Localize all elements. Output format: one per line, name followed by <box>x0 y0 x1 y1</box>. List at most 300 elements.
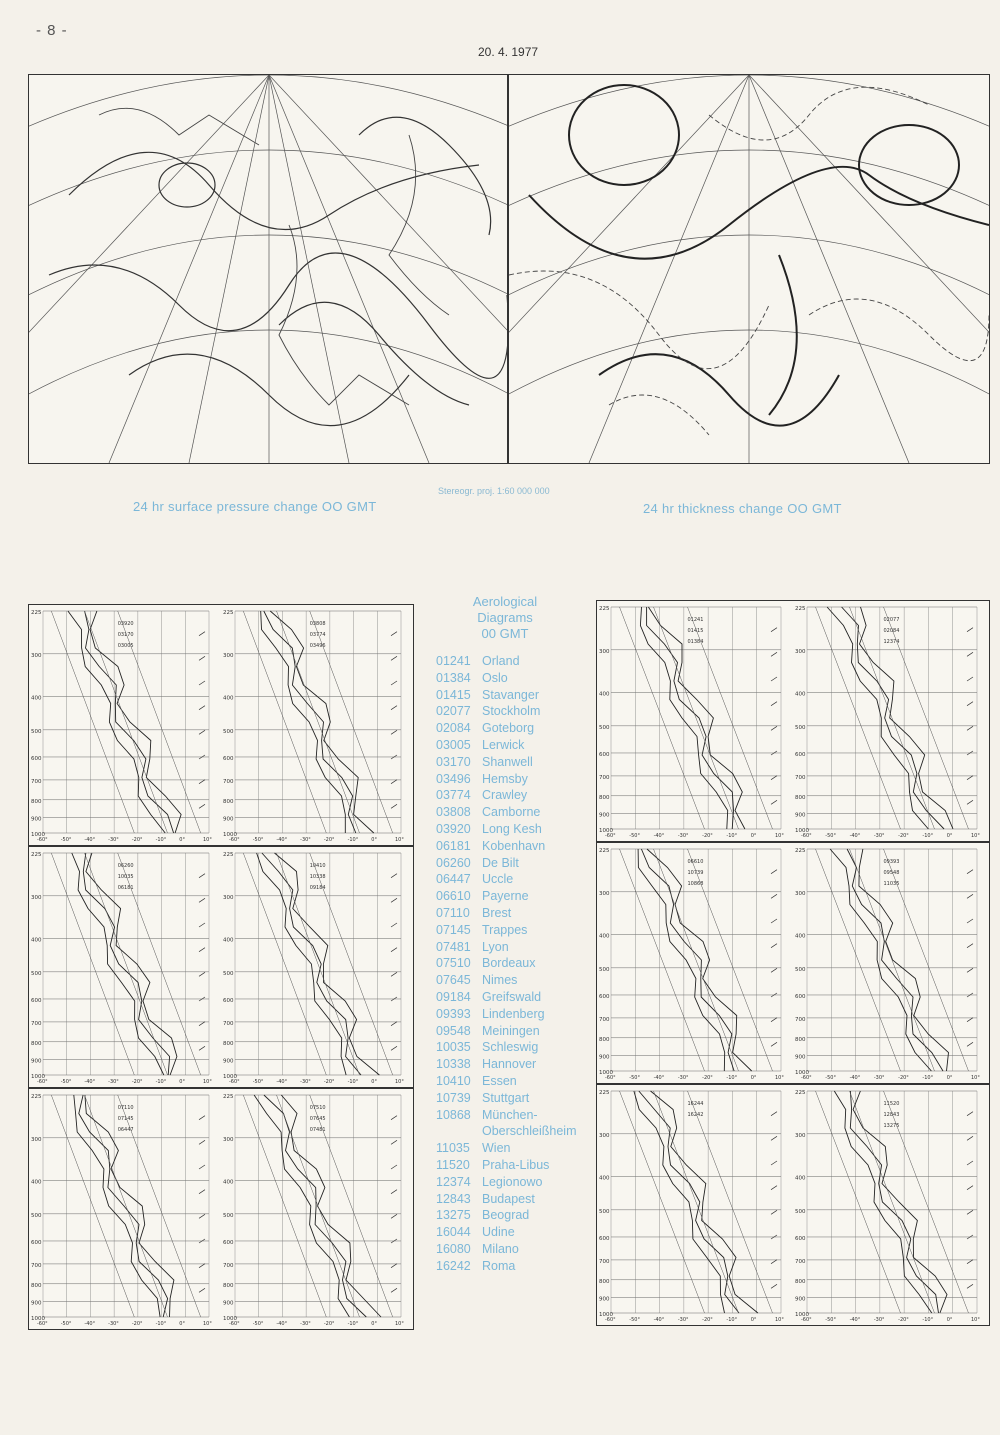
station-name: Meiningen <box>482 1023 540 1038</box>
wind-barb <box>771 1186 777 1190</box>
temperature-tick-label: -60° <box>801 1075 812 1081</box>
wind-barb <box>967 1112 973 1116</box>
pressure-tick-label: 500 <box>31 970 42 977</box>
pressure-tick-label: 900 <box>223 1300 234 1307</box>
diagram-drawing <box>29 847 413 1087</box>
temperature-tick-label: -20° <box>131 837 143 843</box>
station-name: Orland <box>482 654 520 668</box>
wind-barb <box>967 702 973 706</box>
diagram-station-label: 10338 <box>309 874 326 880</box>
wind-barb <box>967 1284 973 1288</box>
pressure-tick-label: 700 <box>223 1020 234 1027</box>
wind-barb <box>199 948 205 952</box>
pressure-tick-label: 900 <box>599 812 610 819</box>
station-row <box>436 922 596 939</box>
pressure-tick-label: 1000 <box>223 1316 237 1322</box>
temperature-tick-label: 10° <box>775 1317 784 1323</box>
temperature-tick-label: 10° <box>203 1321 212 1327</box>
station-name: Budapest <box>482 1191 535 1206</box>
wind-barb <box>391 1116 397 1120</box>
pressure-tick-label: 300 <box>795 890 806 897</box>
station-id: 10035 <box>436 1040 471 1055</box>
pressure-tick-label: 800 <box>31 798 42 805</box>
station-row <box>436 804 596 821</box>
wind-barb <box>199 1046 205 1050</box>
temperature-tick-label: -40° <box>653 833 665 839</box>
station-row <box>436 1258 596 1275</box>
diagram-station-label: 03920 <box>117 621 134 627</box>
wind-barb <box>199 1264 205 1268</box>
diagram-station-label: 03005 <box>117 643 134 649</box>
pressure-tick-label: 900 <box>795 812 806 819</box>
wind-barb <box>967 870 973 874</box>
wind-barb <box>771 1210 777 1214</box>
pressure-tick-label: 225 <box>223 1094 234 1100</box>
temperature-tick-label: 10° <box>203 1079 212 1085</box>
temperature-tick-label: -10° <box>155 1321 167 1327</box>
pressure-tick-label: 700 <box>223 778 234 785</box>
wind-barb <box>771 800 777 804</box>
temperature-tick-label: -20° <box>898 833 909 839</box>
station-name: Lindenberg <box>482 1006 545 1021</box>
pressure-tick-label: 500 <box>795 966 806 973</box>
temperature-tick-label: -60° <box>605 1317 616 1323</box>
wind-barb <box>967 776 973 780</box>
station-id: 03496 <box>436 771 471 786</box>
pressure-tick-label: 700 <box>599 1258 610 1265</box>
station-row <box>436 1241 596 1258</box>
pressure-tick-label: 500 <box>223 1212 234 1219</box>
temperature-tick-label: -40° <box>84 837 96 843</box>
station-name: Payerne <box>482 889 529 904</box>
station-row <box>436 687 596 704</box>
temperature-tick-label: -20° <box>323 837 335 843</box>
temperature-tick-label: -10° <box>922 1075 934 1081</box>
diagram-station-label: 01384 <box>687 639 704 645</box>
temperature-tick-label: -60° <box>605 1075 616 1081</box>
station-name: Crawley <box>482 788 528 803</box>
pressure-tick-label: 300 <box>223 1136 234 1143</box>
station-row <box>436 821 596 838</box>
pressure-tick-label: 800 <box>31 1040 42 1047</box>
wind-barb <box>967 1136 973 1140</box>
temperature-tick-label: -10° <box>155 837 167 843</box>
diagram-station-label: 03808 <box>309 621 326 627</box>
pressure-tick-label: 225 <box>795 1090 806 1096</box>
temperature-tick-label: -60° <box>605 833 616 839</box>
temperature-tick-label: -50° <box>252 1079 264 1085</box>
station-id: 06181 <box>436 838 471 853</box>
temperature-tick-label: 0° <box>946 1317 953 1323</box>
wind-barb <box>199 1214 205 1218</box>
pressure-tick-label: 400 <box>599 691 610 698</box>
wind-barb <box>199 1140 205 1144</box>
wind-barb <box>391 730 397 734</box>
station-id: 11520 <box>436 1157 470 1172</box>
temperature-tick-label: -20° <box>702 1075 713 1081</box>
wind-barb <box>199 874 205 878</box>
temperature-tick-label: -60° <box>37 1079 48 1085</box>
station-name: Nimes <box>482 973 518 988</box>
pressure-tick-label: 300 <box>599 1132 610 1139</box>
station-name: Schleswig <box>482 1040 539 1055</box>
pressure-tick-label: 600 <box>223 1239 234 1246</box>
aerological-diagram-panel <box>596 600 990 842</box>
station-name: München- <box>482 1107 538 1122</box>
wind-barb <box>199 1165 205 1169</box>
pressure-tick-label: 500 <box>599 724 610 731</box>
diagram-station-label: 09548 <box>883 870 900 876</box>
wind-barb <box>199 1288 205 1292</box>
diagram-station-label: 12374 <box>883 639 900 645</box>
pressure-tick-label: 1000 <box>599 1070 613 1076</box>
station-row <box>436 703 596 720</box>
diagram-station-label: 02077 <box>883 617 900 623</box>
page-date: 20. 4. 1977 <box>478 45 539 59</box>
temperature-tick-label: 10° <box>971 1075 980 1081</box>
wind-barb <box>199 730 205 734</box>
station-name: Stuttgart <box>482 1090 530 1105</box>
temperature-tick-label: 0° <box>371 1079 377 1085</box>
pressure-tick-label: 700 <box>795 1016 806 1023</box>
station-name: Wien <box>482 1141 511 1156</box>
pressure-tick-label: 300 <box>31 1136 42 1143</box>
wind-barb <box>771 1260 777 1264</box>
station-name: Trappes <box>482 922 528 937</box>
station-row <box>436 787 596 804</box>
station-row <box>436 1191 596 1208</box>
station-id: 02084 <box>436 721 471 736</box>
pressure-tick-label: 800 <box>795 794 806 801</box>
station-id: 13275 <box>436 1208 471 1223</box>
pressure-tick-label: 500 <box>31 1212 42 1219</box>
pressure-tick-label: 700 <box>31 1020 42 1027</box>
station-id: 01241 <box>436 654 471 668</box>
temperature-tick-label: -30° <box>677 1317 689 1323</box>
wind-barb <box>771 1112 777 1116</box>
diagram-station-label: 10035 <box>117 874 134 880</box>
pressure-tick-label: 800 <box>599 794 610 801</box>
temperature-tick-label: 10° <box>395 1079 404 1085</box>
station-row <box>436 771 596 788</box>
wind-barb <box>391 632 397 636</box>
pressure-tick-label: 400 <box>31 695 42 702</box>
pressure-tick-label: 225 <box>223 852 234 858</box>
thickness-change-map <box>508 74 990 464</box>
wind-barb <box>771 677 777 681</box>
station-row <box>436 939 596 956</box>
pressure-tick-label: 600 <box>795 1235 806 1242</box>
wind-barb <box>199 632 205 636</box>
pressure-tick-label: 700 <box>31 778 42 785</box>
pressure-tick-label: 500 <box>599 1208 610 1215</box>
aerological-diagram-panel <box>28 846 414 1088</box>
station-name: Long Kesh <box>482 821 542 836</box>
station-row <box>436 888 596 905</box>
temperature-tick-label: 0° <box>179 1079 185 1085</box>
station-row <box>436 1157 596 1174</box>
temperature-tick-label: -40° <box>849 1075 861 1081</box>
station-row <box>436 1056 596 1073</box>
wind-barb <box>771 726 777 730</box>
wind-barb <box>967 677 973 681</box>
temperature-tick-label: -60° <box>37 1321 48 1327</box>
station-id: 06610 <box>436 889 471 904</box>
station-id: 03170 <box>436 754 471 769</box>
wind-barb <box>771 652 777 656</box>
wind-barb <box>199 1022 205 1026</box>
temperature-tick-label: -20° <box>702 833 713 839</box>
station-row <box>436 1207 596 1224</box>
pressure-tick-label: 400 <box>795 933 806 940</box>
temperature-tick-label: 0° <box>371 1321 377 1327</box>
station-name: Lyon <box>482 939 509 954</box>
surface-pressure-change-map <box>28 74 508 464</box>
wind-barb <box>391 1214 397 1218</box>
pressure-tick-label: 400 <box>599 1175 610 1182</box>
station-id: 09184 <box>436 989 471 1004</box>
temperature-tick-label: -30° <box>108 837 119 843</box>
station-row <box>436 1073 596 1090</box>
wind-barb <box>771 1018 777 1022</box>
wind-barb <box>771 894 777 898</box>
temperature-tick-label: -40° <box>653 1075 665 1081</box>
temperature-tick-label: -60° <box>801 833 812 839</box>
wind-barb <box>771 968 777 972</box>
temperature-tick-label: -60° <box>229 1079 240 1085</box>
temperature-tick-label: -50° <box>252 1321 264 1327</box>
temperature-tick-label: -10° <box>726 1075 738 1081</box>
wind-barb <box>967 944 973 948</box>
pressure-tick-label: 400 <box>599 933 610 940</box>
map-right-drawing <box>509 75 989 463</box>
temperature-tick-label: -50° <box>629 1317 640 1323</box>
wind-barb <box>391 1288 397 1292</box>
station-name: Lerwick <box>482 737 525 752</box>
pressure-tick-label: 900 <box>223 816 234 823</box>
station-name: Udine <box>482 1225 515 1240</box>
diagram-station-label: 16242 <box>687 1112 704 1118</box>
station-row <box>436 838 596 855</box>
temperature-tick-label: 10° <box>775 833 784 839</box>
station-name: Greifswald <box>482 989 542 1004</box>
station-row <box>436 720 596 737</box>
pressure-tick-label: 300 <box>223 894 234 901</box>
pressure-tick-label: 1000 <box>31 1074 45 1080</box>
station-name: Stavanger <box>482 687 539 702</box>
station-id: 07145 <box>436 922 471 937</box>
pressure-tick-label: 300 <box>795 1132 806 1139</box>
station-name: Beograd <box>482 1208 530 1223</box>
diagram-station-label: 03170 <box>117 632 134 638</box>
pressure-tick-label: 225 <box>795 606 806 612</box>
station-id: 07481 <box>436 939 471 954</box>
pressure-tick-label: 500 <box>31 728 42 735</box>
wind-barb <box>771 702 777 706</box>
station-row <box>436 972 596 989</box>
temperature-tick-label: -50° <box>60 837 72 843</box>
aerological-title <box>440 594 570 642</box>
station-id: 16242 <box>436 1258 471 1273</box>
station-name: Camborne <box>482 805 541 820</box>
station-id: 10410 <box>436 1073 471 1088</box>
wind-barb <box>391 706 397 710</box>
temperature-tick-label: 10° <box>203 837 212 843</box>
wind-barb <box>199 780 205 784</box>
station-row <box>436 1123 596 1140</box>
wind-barb <box>391 948 397 952</box>
wind-barb <box>391 923 397 927</box>
diagram-station-label: 01415 <box>687 628 704 634</box>
wind-barb <box>391 1190 397 1194</box>
temperature-tick-label: 0° <box>371 837 377 843</box>
pressure-tick-label: 900 <box>795 1054 806 1061</box>
temperature-tick-label: 10° <box>395 837 404 843</box>
station-id: 10338 <box>436 1057 471 1072</box>
pressure-tick-label: 400 <box>31 1179 42 1186</box>
wind-barb <box>771 919 777 923</box>
pressure-tick-label: 1000 <box>795 1312 809 1318</box>
station-id: 01384 <box>436 670 471 685</box>
aerological-diagram-panel <box>596 1084 990 1326</box>
wind-barb <box>199 706 205 710</box>
station-list <box>436 653 596 1274</box>
pressure-tick-label: 900 <box>599 1296 610 1303</box>
temperature-tick-label: 0° <box>946 1075 953 1081</box>
page-number: - 8 - <box>36 22 68 39</box>
temperature-tick-label: 10° <box>971 833 980 839</box>
temperature-tick-label: -60° <box>229 1321 240 1327</box>
pressure-tick-label: 1000 <box>223 1074 237 1080</box>
pressure-tick-label: 500 <box>599 966 610 973</box>
wind-barb <box>199 681 205 685</box>
pressure-tick-label: 400 <box>223 1179 234 1186</box>
wind-barb <box>967 968 973 972</box>
thickness-caption: 24 hr thickness change OO GMT <box>643 501 842 516</box>
wind-barb <box>771 1136 777 1140</box>
wind-barb <box>199 898 205 902</box>
station-name: Legionowo <box>482 1174 543 1189</box>
projection-note: Stereogr. proj. 1:60 000 000 <box>438 486 550 496</box>
station-row <box>436 1006 596 1023</box>
temperature-tick-label: 0° <box>179 1321 185 1327</box>
station-name: Stockholm <box>482 704 541 719</box>
wind-barb <box>967 1161 973 1165</box>
pressure-tick-label: 900 <box>599 1054 610 1061</box>
pressure-tick-label: 700 <box>223 1262 234 1269</box>
wind-barb <box>391 804 397 808</box>
temperature-tick-label: -20° <box>898 1075 909 1081</box>
pressure-tick-label: 800 <box>223 1040 234 1047</box>
temperature-tick-label: -10° <box>347 1079 359 1085</box>
temperature-tick-label: -20° <box>131 1079 143 1085</box>
pressure-tick-label: 500 <box>795 724 806 731</box>
station-name: Kobenhavn <box>482 838 546 853</box>
station-id: 02077 <box>436 704 471 719</box>
temperature-tick-label: -60° <box>37 837 48 843</box>
wind-barb <box>391 1140 397 1144</box>
diagram-station-label: 07145 <box>117 1116 134 1122</box>
pressure-tick-label: 400 <box>223 695 234 702</box>
wind-barb <box>771 870 777 874</box>
pressure-tick-label: 600 <box>31 1239 42 1246</box>
pressure-tick-label: 800 <box>599 1278 610 1285</box>
station-row <box>436 955 596 972</box>
temperature-tick-label: -30° <box>873 1317 885 1323</box>
wind-barb <box>771 776 777 780</box>
temperature-tick-label: -50° <box>629 833 640 839</box>
pressure-tick-label: 700 <box>599 1016 610 1023</box>
wind-barb <box>391 681 397 685</box>
pressure-tick-label: 800 <box>795 1036 806 1043</box>
diagram-station-label: 07645 <box>309 1116 326 1122</box>
pressure-tick-label: 225 <box>223 610 234 616</box>
wind-barb <box>771 1284 777 1288</box>
station-row <box>436 905 596 922</box>
pressure-tick-label: 225 <box>599 606 610 612</box>
station-name: Goteborg <box>482 721 535 736</box>
wind-barb <box>391 972 397 976</box>
temperature-tick-label: -60° <box>801 1317 812 1323</box>
pressure-tick-label: 900 <box>31 816 42 823</box>
temperature-tick-label: -50° <box>825 833 836 839</box>
pressure-tick-label: 300 <box>31 652 42 659</box>
temperature-tick-label: -30° <box>873 1075 885 1081</box>
station-row <box>436 670 596 687</box>
diagram-station-label: 13275 <box>883 1123 900 1129</box>
station-id: 16044 <box>436 1225 471 1240</box>
wind-barb <box>967 628 973 632</box>
temperature-tick-label: -20° <box>702 1317 713 1323</box>
pressure-tick-label: 225 <box>31 610 42 616</box>
temperature-tick-label: 10° <box>971 1317 980 1323</box>
pressure-tick-label: 400 <box>795 1175 806 1182</box>
pressure-tick-label: 300 <box>795 648 806 655</box>
station-id <box>436 1123 482 1140</box>
temperature-tick-label: -40° <box>276 1079 288 1085</box>
pressure-tick-label: 600 <box>599 993 610 1000</box>
pressure-tick-label: 800 <box>223 798 234 805</box>
wind-barb <box>391 1046 397 1050</box>
pressure-tick-label: 700 <box>31 1262 42 1269</box>
pressure-tick-label: 800 <box>795 1278 806 1285</box>
station-name: De Bilt <box>482 855 519 870</box>
station-name: Roma <box>482 1258 516 1273</box>
temperature-tick-label: -30° <box>873 833 885 839</box>
station-row <box>436 1090 596 1107</box>
temperature-tick-label: 10° <box>395 1321 404 1327</box>
wind-barb <box>391 780 397 784</box>
aerological-title-line: 00 GMT <box>481 626 529 641</box>
station-name: Brest <box>482 905 512 920</box>
pressure-tick-label: 900 <box>31 1058 42 1065</box>
station-id: 06447 <box>436 872 471 887</box>
temperature-tick-label: -10° <box>922 833 934 839</box>
diagram-station-label: 06610 <box>687 859 704 865</box>
station-name: Praha-Libus <box>482 1157 550 1172</box>
pressure-tick-label: 700 <box>599 774 610 781</box>
station-name: Uccle <box>482 872 514 887</box>
station-id: 07110 <box>436 905 470 920</box>
diagram-station-label: 06181 <box>117 885 134 891</box>
pressure-tick-label: 600 <box>223 997 234 1004</box>
temperature-tick-label: -30° <box>300 1321 311 1327</box>
station-id: 10868 <box>436 1107 471 1122</box>
temperature-tick-label: -30° <box>677 1075 689 1081</box>
temperature-tick-label: -50° <box>629 1075 640 1081</box>
pressure-tick-label: 1000 <box>795 1070 809 1076</box>
station-row <box>436 855 596 872</box>
